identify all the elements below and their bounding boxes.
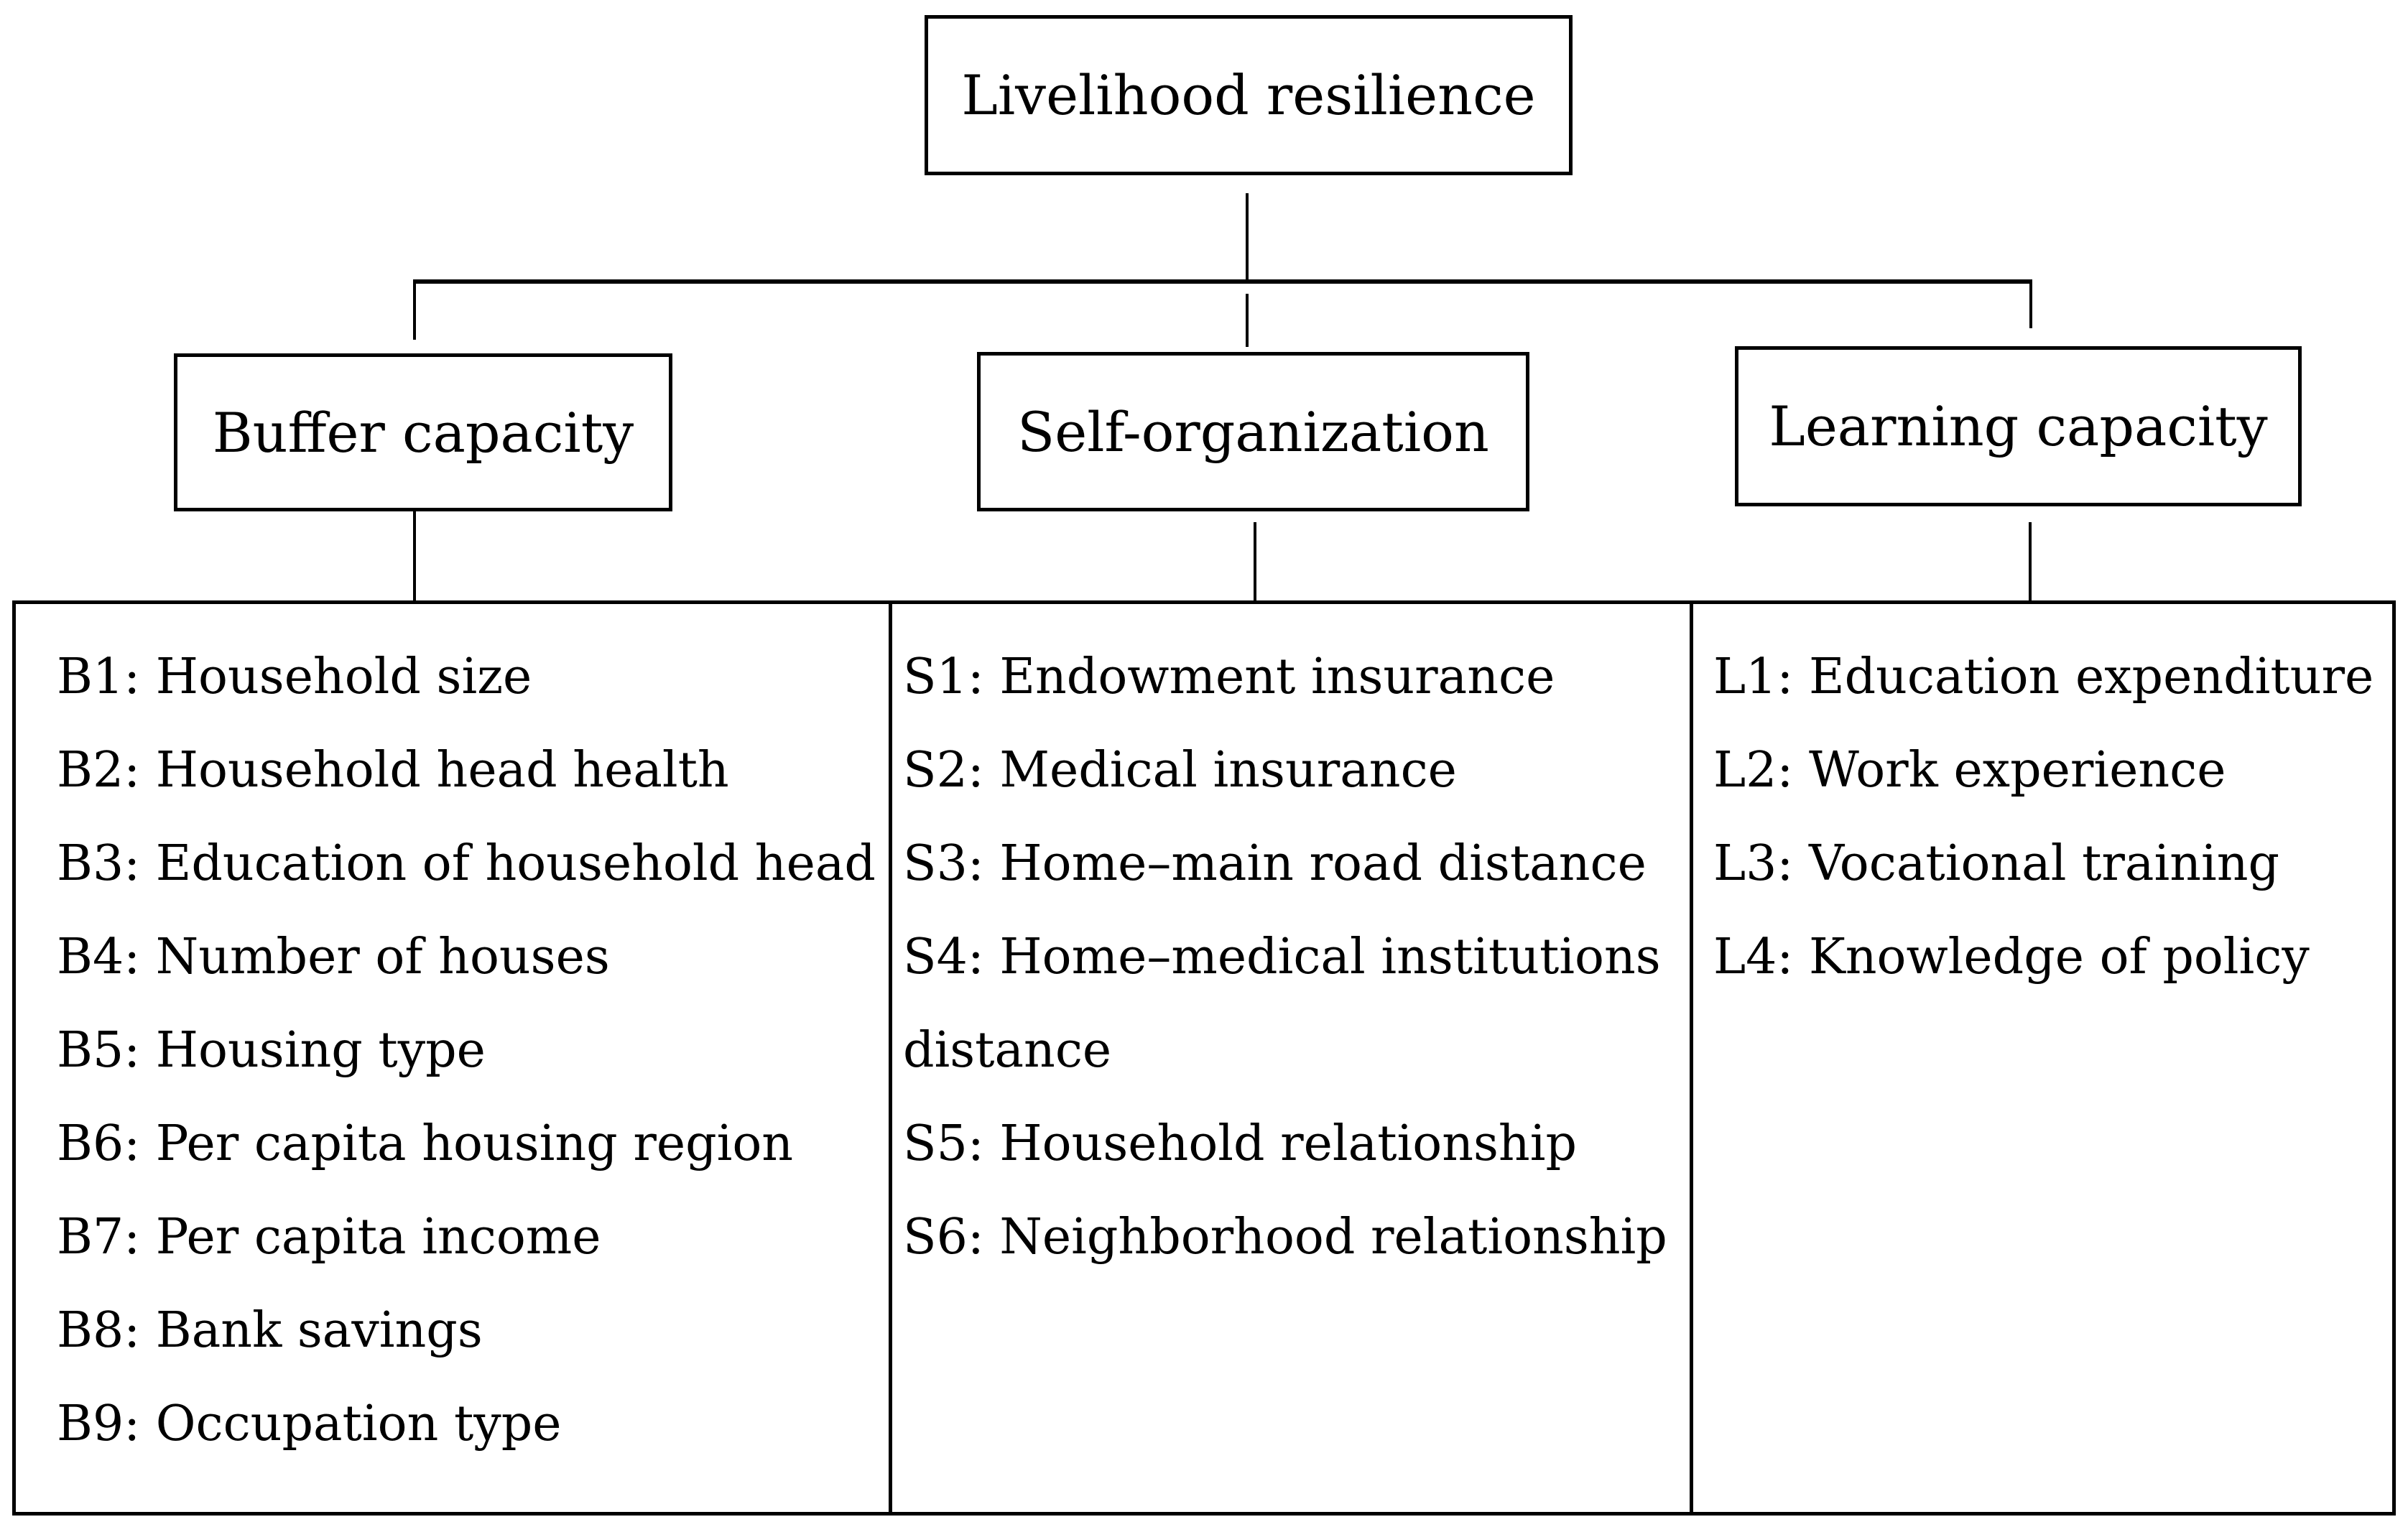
list-item: B5: Housing type [57, 1022, 486, 1079]
connector-self-to-list [1254, 522, 1256, 602]
buffer-indicator-list [16, 604, 892, 1512]
learning-indicator-list [1690, 604, 2392, 1512]
indicator-table [12, 600, 2396, 1516]
connector-to-buffer [413, 279, 416, 340]
connector-buffer-to-list [413, 511, 416, 602]
list-item: L4: Knowledge of policy [1713, 929, 2310, 985]
dimension-label: Buffer capacity [212, 400, 634, 465]
connector-learning-to-list [2029, 522, 2032, 602]
dimension-label: Learning capacity [1769, 394, 2268, 458]
connector-root-stem [1246, 193, 1249, 283]
list-item: S3: Home–main road distance [903, 835, 1647, 892]
list-item: B6: Per capita housing region [57, 1115, 794, 1172]
connector-horizontal-bar [413, 279, 2032, 284]
dimension-node-buffer-capacity [174, 353, 672, 511]
list-item: B7: Per capita income [57, 1209, 601, 1266]
dimension-label: Self-organization [1017, 399, 1489, 464]
list-item: S5: Household relationship [903, 1115, 1577, 1172]
connector-to-learning [2029, 279, 2032, 328]
list-item: B2: Household head health [57, 742, 729, 799]
list-item: S4: Home–medical institutions [903, 929, 1661, 985]
list-item: L3: Vocational training [1713, 835, 2280, 892]
list-item: B4: Number of houses [57, 929, 610, 985]
list-item: B3: Education of household head [57, 835, 876, 892]
list-item: L2: Work experience [1713, 742, 2226, 799]
list-item: S1: Endowment insurance [903, 649, 1555, 705]
list-item: S2: Medical insurance [903, 742, 1457, 799]
list-item: B9: Occupation type [57, 1396, 562, 1452]
connector-to-self-organization [1246, 294, 1249, 347]
list-item: B8: Bank savings [57, 1302, 483, 1359]
root-node-livelihood-resilience [925, 15, 1573, 175]
root-node-label: Livelihood resilience [961, 63, 1536, 127]
self-organization-indicator-list [889, 604, 1690, 1512]
list-item-continuation: distance [903, 1022, 1112, 1079]
list-item: B1: Household size [57, 649, 532, 705]
list-item: L1: Education expenditure [1713, 649, 2374, 705]
dimension-node-self-organization [977, 352, 1529, 511]
list-item: S6: Neighborhood relationship [903, 1209, 1667, 1266]
dimension-node-learning-capacity [1735, 346, 2302, 506]
